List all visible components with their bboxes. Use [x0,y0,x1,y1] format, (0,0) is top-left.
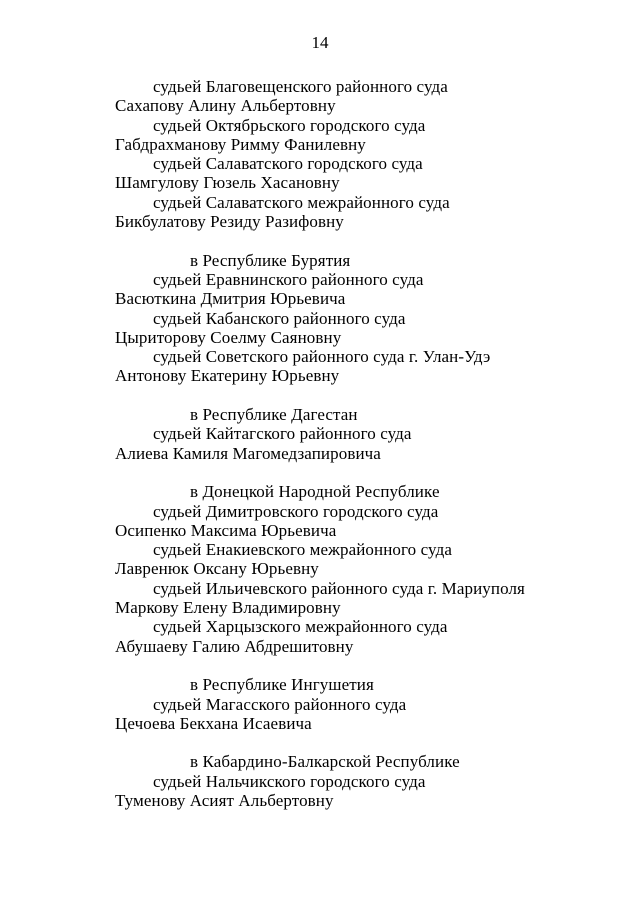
judge-name-line: Цечоева Бекхана Исаевича [115,713,312,733]
judge-name-line: Цыриторову Соелму Саяновну [115,327,342,347]
court-line: судьей Кабанского районного суда [153,308,406,328]
region-heading: в Республике Ингушетия [190,675,374,695]
judge-name-line: Сахапову Алину Альбертовну [115,96,336,116]
court-line: судьей Салаватского межрайонного суда [153,192,450,212]
judge-name-line: Туменову Асият Альбертовну [115,790,334,810]
court-line: судьей Ильичевского районного суда г. Мариуполя [153,578,525,598]
judge-name-line: Абушаеву Галию Абдрешитовну [115,636,354,656]
court-line: судьей Еравнинского районного суда [153,269,424,289]
court-line: судьей Октябрьского городского суда [153,115,426,135]
court-line: судьей Магасского районного суда [153,694,407,714]
judge-name-line: Лавренюк Оксану Юрьевну [115,559,319,579]
judge-name-line: Васюткина Дмитрия Юрьевича [115,289,346,309]
court-line: судьей Кайтагского районного суда [153,424,412,444]
court-line: судьей Благовещенского районного суда [153,77,448,96]
court-line: судьей Енакиевского межрайонного суда [153,540,452,560]
judge-name-line: Антонову Екатерину Юрьевну [115,366,340,386]
court-line: судьей Димитровского городского суда [153,501,439,521]
court-line: судьей Советского районного суда г. Улан-Удэ [153,347,491,367]
judge-name-line: Алиева Камиля Магомедзапировича [115,443,381,463]
page-number: 14 [311,33,329,52]
judge-name-line: Габдрахманову Римму Фанилевну [115,134,366,154]
court-line: судьей Нальчикского городского суда [153,771,426,791]
region-heading: в Республике Дагестан [190,405,358,425]
region-heading: в Республике Бурятия [190,250,351,270]
judge-name-line: Маркову Елену Владимировну [115,598,341,618]
judge-name-line: Бикбулатову Резиду Разифовну [115,212,344,232]
document-body [115,77,555,810]
region-heading: в Кабардино-Балкарской Республике [190,752,460,772]
judge-name-line: Осипенко Максима Юрьевича [115,520,337,540]
region-heading: в Донецкой Народной Республике [190,482,440,502]
judge-name-line: Шамгулову Гюзель Хасановну [115,173,340,193]
court-line: судьей Харцызского межрайонного суда [153,617,448,637]
court-line: судьей Салаватского городского суда [153,154,423,174]
